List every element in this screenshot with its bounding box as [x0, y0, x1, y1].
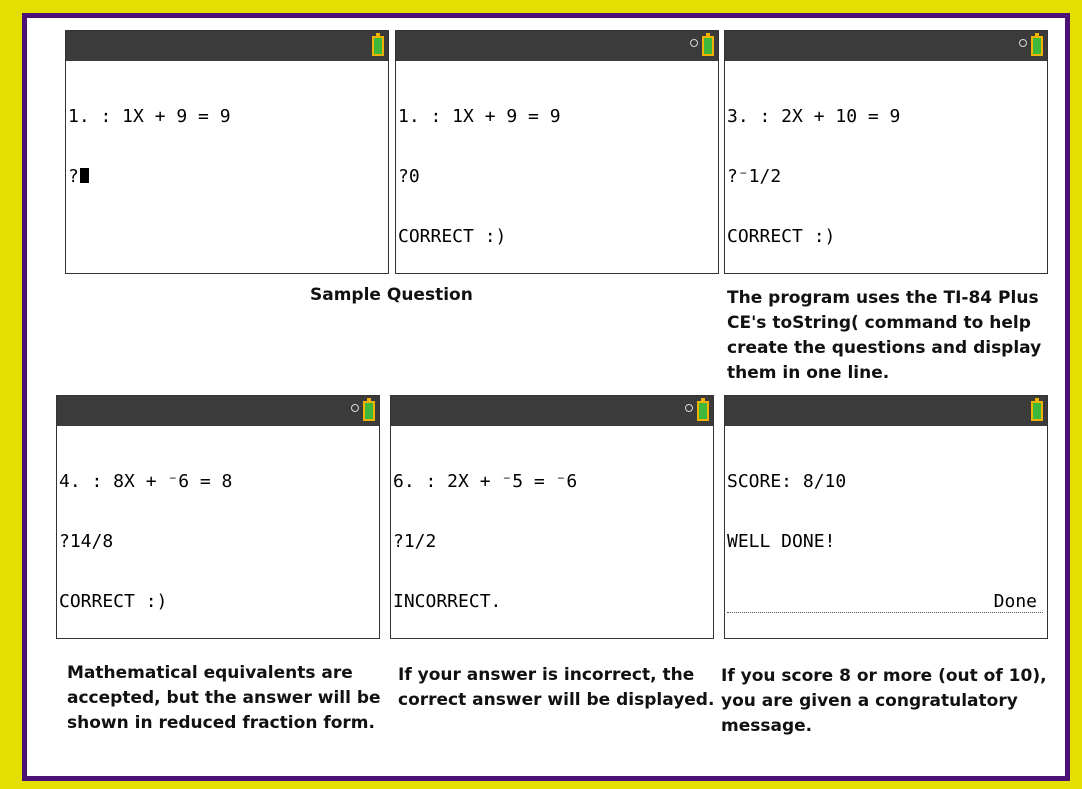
status-bar-text: NORMAL FLOAT AUTO a+bi DEGREE MP [728, 427, 969, 441]
question-line: 1. : 1X + 9 = 9 [398, 106, 561, 127]
status-bar-text: NORMAL FLOAT AUTO a+bi DEGREE MP [69, 62, 310, 76]
caption-line: you are given a congratulatory [721, 691, 1018, 711]
screen-body [725, 426, 1047, 639]
battery-icon [372, 36, 384, 56]
caption-line: Mathematical equivalents are [67, 663, 353, 683]
battery-icon [363, 401, 375, 421]
battery-icon [697, 401, 709, 421]
feedback-line: CORRECT :) [398, 226, 507, 247]
status-bar [396, 31, 718, 76]
screen-body [396, 61, 718, 274]
caption-incorrect [398, 663, 714, 713]
screen-body [391, 426, 713, 639]
caption-sample-question [310, 283, 473, 308]
caption-equivalents [67, 661, 381, 736]
answer-line: ?⁻1/2 [727, 166, 782, 187]
caption-line: If your answer is incorrect, the [398, 665, 695, 685]
busy-indicator-icon [690, 39, 698, 47]
question-line: 6. : 2X + ⁻5 = ⁻6 [393, 471, 578, 492]
caption-line: create the questions and display [727, 338, 1042, 358]
screen-body [66, 61, 388, 227]
calculator-screen-2 [395, 30, 719, 274]
caption-line: shown in reduced fraction form. [67, 713, 375, 733]
calculator-screen-5 [390, 395, 714, 639]
busy-indicator-icon [1019, 39, 1027, 47]
status-bar [391, 396, 713, 441]
cursor-icon [80, 168, 89, 183]
caption-line: accepted, but the answer will be [67, 688, 381, 708]
battery-icon [702, 36, 714, 56]
status-bar [57, 396, 379, 441]
status-bar-text: NORMAL FLOAT AUTO a+bi DEGREE MP [394, 427, 635, 441]
battery-icon [1031, 36, 1043, 56]
feedback-line: CORRECT :) [59, 591, 168, 612]
caption-line: message. [721, 716, 813, 736]
question-line: 3. : 2X + 10 = 9 [727, 106, 901, 127]
calculator-screen-4 [56, 395, 380, 639]
calculator-screen-1 [65, 30, 389, 274]
done-value: Done [727, 592, 1043, 613]
status-bar-text: NORMAL FLOAT AUTO a+bi DEGREE MP [60, 427, 301, 441]
prompt-line [68, 167, 388, 187]
calculator-screen-6 [724, 395, 1048, 639]
battery-icon [1031, 401, 1043, 421]
feedback-line: INCORRECT. [393, 591, 502, 612]
caption-line: correct answer will be displayed. [398, 690, 715, 710]
status-bar [725, 396, 1047, 441]
message-line: WELL DONE! [727, 531, 836, 552]
answer-line: ?0 [398, 166, 420, 187]
answer-line: ?14/8 [59, 531, 114, 552]
caption-line: If you score 8 or more (out of 10), [721, 666, 1047, 686]
caption-line: them in one line. [727, 363, 890, 383]
feedback-line: CORRECT :) [727, 226, 836, 247]
score-line: SCORE: 8/10 [727, 471, 847, 492]
busy-indicator-icon [685, 404, 693, 412]
caption-score [721, 664, 1047, 739]
status-bar-text: NORMAL FLOAT AUTO a+bi DEGREE MP [399, 62, 640, 76]
question-line: 1. : 1X + 9 = 9 [68, 106, 231, 127]
answer-line: ?1/2 [393, 531, 437, 552]
caption-line: Sample Question [310, 285, 473, 305]
caption-tostring [727, 286, 1041, 386]
screen-body [725, 61, 1047, 274]
status-bar-text: NORMAL FLOAT AUTO a+bi DEGREE MP [728, 62, 969, 76]
screen-body [57, 426, 379, 639]
caption-line: The program uses the TI-84 Plus [727, 288, 1039, 308]
prompt-text: ? [68, 166, 79, 187]
caption-line: CE's toString( command to help [727, 313, 1031, 333]
status-bar [725, 31, 1047, 76]
busy-indicator-icon [351, 404, 359, 412]
question-line: 4. : 8X + ⁻6 = 8 [59, 471, 233, 492]
calculator-screen-3 [724, 30, 1048, 274]
status-bar [66, 31, 388, 76]
